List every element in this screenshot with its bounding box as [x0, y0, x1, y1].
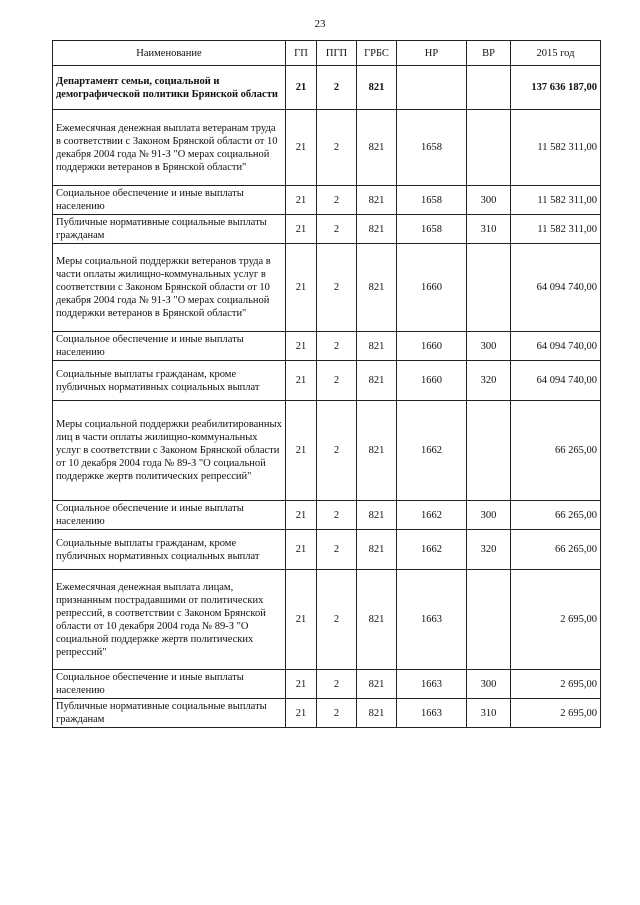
- cell-gp: 21: [286, 66, 317, 110]
- cell-amount: 66 265,00: [511, 530, 601, 570]
- cell-amount: 64 094 740,00: [511, 361, 601, 401]
- cell-vr: [467, 570, 511, 670]
- cell-gp: 21: [286, 215, 317, 244]
- cell-vr: 300: [467, 670, 511, 699]
- cell-gp: 21: [286, 244, 317, 332]
- cell-grbs: 821: [357, 530, 397, 570]
- cell-name: Меры социальной поддержки реабилитированных лиц в части оплаты жилищно-коммунальных услуг в соответствии с Законом Брянской области от 10 декабря 2004 года № 89-З "О социальной поддержке жертв политических репрессий": [53, 401, 286, 501]
- cell-nr: 1660: [397, 332, 467, 361]
- cell-vr: [467, 66, 511, 110]
- cell-name: Социальное обеспечение и иные выплаты населению: [53, 670, 286, 699]
- cell-grbs: 821: [357, 110, 397, 186]
- cell-gp: 21: [286, 186, 317, 215]
- cell-name: Публичные нормативные социальные выплаты гражданам: [53, 215, 286, 244]
- cell-gp: 21: [286, 699, 317, 728]
- cell-nr: 1658: [397, 110, 467, 186]
- cell-vr: 320: [467, 530, 511, 570]
- cell-nr: [397, 66, 467, 110]
- cell-gp: 21: [286, 530, 317, 570]
- header-grbs: ГРБС: [357, 41, 397, 66]
- table-row: [53, 401, 601, 501]
- cell-name: Социальные выплаты гражданам, кроме публичных нормативных социальных выплат: [53, 361, 286, 401]
- cell-name: Департамент семьи, социальной и демографической политики Брянской области: [53, 66, 286, 110]
- cell-pgp: 2: [317, 699, 357, 728]
- page-number: 23: [314, 18, 326, 30]
- cell-gp: 21: [286, 501, 317, 530]
- cell-gp: 21: [286, 332, 317, 361]
- table-row: [53, 501, 601, 530]
- budget-table: [52, 40, 601, 728]
- cell-grbs: 821: [357, 401, 397, 501]
- cell-grbs: 821: [357, 244, 397, 332]
- cell-gp: 21: [286, 570, 317, 670]
- header-gp: ГП: [286, 41, 317, 66]
- cell-name: Социальное обеспечение и иные выплаты населению: [53, 501, 286, 530]
- cell-gp: 21: [286, 110, 317, 186]
- cell-vr: [467, 110, 511, 186]
- cell-name: Меры социальной поддержки ветеранов труда в части оплаты жилищно-коммунальных услуг в соответствии с Законом Брянской области от 10 декабря 2004 года № 91-З "О мерах социальной поддержки ветеранов в Брянской области": [53, 244, 286, 332]
- table-row: [53, 332, 601, 361]
- cell-grbs: 821: [357, 215, 397, 244]
- table-row: [53, 530, 601, 570]
- cell-name: Ежемесячная денежная выплата лицам, признанным пострадавшими от политических репрессий, в соответствии с Законом Брянской области от 10 декабря 2004 года № 89-З "О социальной поддержке жертв политических репрессий": [53, 570, 286, 670]
- cell-amount: 2 695,00: [511, 670, 601, 699]
- table-row: [53, 215, 601, 244]
- cell-name: Социальное обеспечение и иные выплаты населению: [53, 332, 286, 361]
- cell-grbs: 821: [357, 670, 397, 699]
- table-row: [53, 244, 601, 332]
- header-nr: НР: [397, 41, 467, 66]
- cell-gp: 21: [286, 401, 317, 501]
- cell-pgp: 2: [317, 66, 357, 110]
- header-name: Наименование: [53, 41, 286, 66]
- cell-amount: 11 582 311,00: [511, 215, 601, 244]
- header-pgp: ПГП: [317, 41, 357, 66]
- cell-vr: [467, 401, 511, 501]
- cell-amount: 11 582 311,00: [511, 110, 601, 186]
- cell-pgp: 2: [317, 530, 357, 570]
- cell-vr: 320: [467, 361, 511, 401]
- cell-nr: 1663: [397, 570, 467, 670]
- table-row: [53, 670, 601, 699]
- cell-nr: 1662: [397, 530, 467, 570]
- cell-vr: 310: [467, 215, 511, 244]
- cell-pgp: 2: [317, 186, 357, 215]
- cell-amount: 2 695,00: [511, 570, 601, 670]
- table-body: [53, 66, 601, 728]
- cell-nr: 1662: [397, 401, 467, 501]
- table-row: [53, 110, 601, 186]
- table-row: [53, 361, 601, 401]
- cell-nr: 1660: [397, 244, 467, 332]
- cell-name: Социальные выплаты гражданам, кроме публичных нормативных социальных выплат: [53, 530, 286, 570]
- cell-vr: 300: [467, 501, 511, 530]
- cell-amount: 64 094 740,00: [511, 244, 601, 332]
- cell-grbs: 821: [357, 361, 397, 401]
- table-row: [53, 186, 601, 215]
- header-vr: ВР: [467, 41, 511, 66]
- cell-grbs: 821: [357, 501, 397, 530]
- cell-pgp: 2: [317, 401, 357, 501]
- cell-nr: 1663: [397, 699, 467, 728]
- cell-vr: 300: [467, 332, 511, 361]
- header-year: 2015 год: [511, 41, 601, 66]
- cell-nr: 1658: [397, 186, 467, 215]
- cell-grbs: 821: [357, 332, 397, 361]
- cell-grbs: 821: [357, 186, 397, 215]
- cell-name: Ежемесячная денежная выплата ветеранам труда в соответствии с Законом Брянской области от 10 декабря 2004 года № 91-З "О мерах социальной поддержки ветеранов в Брянской области": [53, 110, 286, 186]
- cell-vr: [467, 244, 511, 332]
- cell-grbs: 821: [357, 570, 397, 670]
- cell-pgp: 2: [317, 361, 357, 401]
- cell-amount: 137 636 187,00: [511, 66, 601, 110]
- cell-name: Публичные нормативные социальные выплаты гражданам: [53, 699, 286, 728]
- table-row: [53, 699, 601, 728]
- cell-nr: 1663: [397, 670, 467, 699]
- table-row: [53, 570, 601, 670]
- cell-vr: 310: [467, 699, 511, 728]
- cell-pgp: 2: [317, 501, 357, 530]
- cell-vr: 300: [467, 186, 511, 215]
- cell-nr: 1660: [397, 361, 467, 401]
- cell-amount: 66 265,00: [511, 401, 601, 501]
- cell-nr: 1662: [397, 501, 467, 530]
- table-header-row: [53, 41, 601, 66]
- cell-gp: 21: [286, 361, 317, 401]
- cell-name: Социальное обеспечение и иные выплаты населению: [53, 186, 286, 215]
- cell-nr: 1658: [397, 215, 467, 244]
- cell-grbs: 821: [357, 699, 397, 728]
- cell-pgp: 2: [317, 570, 357, 670]
- cell-grbs: 821: [357, 66, 397, 110]
- cell-amount: 64 094 740,00: [511, 332, 601, 361]
- cell-pgp: 2: [317, 670, 357, 699]
- cell-amount: 2 695,00: [511, 699, 601, 728]
- cell-pgp: 2: [317, 215, 357, 244]
- cell-pgp: 2: [317, 332, 357, 361]
- cell-gp: 21: [286, 670, 317, 699]
- table-row: [53, 66, 601, 110]
- cell-amount: 66 265,00: [511, 501, 601, 530]
- cell-pgp: 2: [317, 110, 357, 186]
- cell-pgp: 2: [317, 244, 357, 332]
- cell-amount: 11 582 311,00: [511, 186, 601, 215]
